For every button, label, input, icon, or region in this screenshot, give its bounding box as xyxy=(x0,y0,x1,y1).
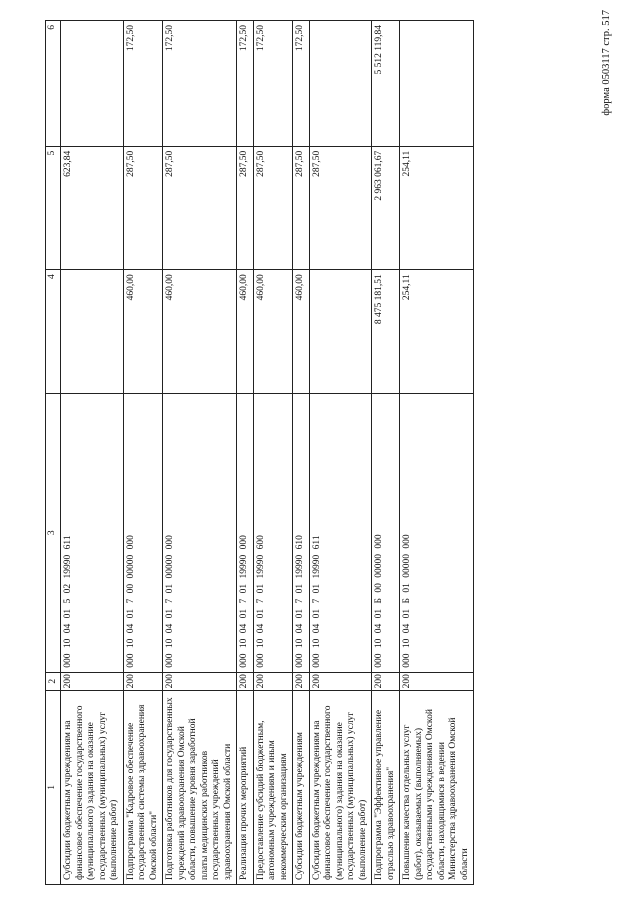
row-name-cell: Реализация прочих мероприятий xyxy=(237,690,254,884)
row-name-cell: Субсидии бюджетным учреждениям xyxy=(293,690,310,884)
row-approved-cell: 8 475 181,51 xyxy=(372,270,400,394)
row-approved-cell: 460,00 xyxy=(253,270,293,394)
row-line-code-cell: 200 xyxy=(400,672,474,690)
row-approved-cell: 460,00 xyxy=(123,270,163,394)
column-header-4: 4 xyxy=(46,270,61,394)
table-row xyxy=(123,21,163,885)
row-executed-cell: 287,50 xyxy=(309,146,372,270)
row-executed-cell: 287,50 xyxy=(163,146,237,270)
table-row xyxy=(61,21,124,885)
row-executed-cell: 287,50 xyxy=(237,146,254,270)
row-classification-code-cell: 000 10 04 01 7 01 00000 000 xyxy=(163,393,237,672)
row-line-code-cell: 200 xyxy=(61,672,124,690)
row-approved-cell: 254,11 xyxy=(400,270,474,394)
column-header-6: 6 xyxy=(46,21,61,147)
row-unexecuted-cell xyxy=(400,21,474,147)
row-line-code-cell: 200 xyxy=(237,672,254,690)
row-executed-cell: 623,84 xyxy=(61,146,124,270)
row-name-cell: Субсидии бюджетным учреждениям на финансовое обеспечение государственного (муниципального) задания на оказание государственных (муниципальных) услуг (выполнение работ) xyxy=(309,690,372,884)
row-classification-code-cell: 000 10 04 01 Б 00 00000 000 xyxy=(372,393,400,672)
row-executed-cell: 287,50 xyxy=(123,146,163,270)
row-approved-cell xyxy=(61,270,124,394)
row-executed-cell: 287,50 xyxy=(253,146,293,270)
row-executed-cell: 287,50 xyxy=(293,146,310,270)
row-unexecuted-cell xyxy=(309,21,372,147)
row-name-cell: Предоставление субсидий бюджетным, автономным учреждениям и иным некоммерческим организациям xyxy=(253,690,293,884)
row-unexecuted-cell xyxy=(61,21,124,147)
row-classification-code-cell: 000 10 04 01 Б 01 00000 000 xyxy=(400,393,474,672)
row-name-cell: Подготовка работников для государственных учреждений здравоохранения Омской области, повышение уровня заработной платы медицинских работников государственных учреждений здравоохранения Омской области xyxy=(163,690,237,884)
row-name-cell: Субсидии бюджетным учреждениям на финансовое обеспечение государственного (муниципального) задания на оказание государственных (муниципальных) услуг (выполнение работ) xyxy=(61,690,124,884)
row-approved-cell: 460,00 xyxy=(293,270,310,394)
row-name-cell: Повышение качества отдельных услуг (работ), оказываемых (выполняемых) государственными учреждениями Омской области, находящимися в ведении Министерства здравоохранения Омской области xyxy=(400,690,474,884)
column-header-1: 1 xyxy=(46,690,61,884)
row-classification-code-cell: 000 10 04 01 7 01 19990 000 xyxy=(237,393,254,672)
row-line-code-cell: 200 xyxy=(163,672,237,690)
table-row xyxy=(253,21,293,885)
row-executed-cell: 2 963 061,67 xyxy=(372,146,400,270)
row-line-code-cell: 200 xyxy=(293,672,310,690)
report-table xyxy=(45,20,474,885)
column-number-row xyxy=(46,21,61,885)
row-approved-cell: 460,00 xyxy=(163,270,237,394)
form-label: форма 0503117 стр. 517 xyxy=(601,10,612,116)
row-unexecuted-cell: 172,50 xyxy=(123,21,163,147)
row-line-code-cell: 200 xyxy=(309,672,372,690)
table-row xyxy=(309,21,372,885)
table-row xyxy=(372,21,400,885)
table-row xyxy=(293,21,310,885)
row-classification-code-cell: 000 10 04 01 7 01 19990 610 xyxy=(293,393,310,672)
column-header-2: 2 xyxy=(46,672,61,690)
column-header-5: 5 xyxy=(46,146,61,270)
row-classification-code-cell: 000 10 04 01 7 01 19990 611 xyxy=(309,393,372,672)
row-approved-cell: 460,00 xyxy=(237,270,254,394)
row-line-code-cell: 200 xyxy=(372,672,400,690)
row-executed-cell: 254,11 xyxy=(400,146,474,270)
table-row xyxy=(400,21,474,885)
table-row xyxy=(163,21,237,885)
row-name-cell: Подпрограмма "Эффективное управление отраслью здравоохранения" xyxy=(372,690,400,884)
row-classification-code-cell: 000 10 04 01 7 00 00000 000 xyxy=(123,393,163,672)
row-unexecuted-cell: 172,50 xyxy=(253,21,293,147)
row-classification-code-cell: 000 10 04 01 7 01 19990 600 xyxy=(253,393,293,672)
row-unexecuted-cell: 5 512 119,84 xyxy=(372,21,400,147)
row-name-cell: Подпрограмма "Кадровое обеспечение государственной системы здравоохранения Омской области" xyxy=(123,690,163,884)
row-unexecuted-cell: 172,50 xyxy=(237,21,254,147)
row-line-code-cell: 200 xyxy=(123,672,163,690)
row-classification-code-cell: 000 10 04 01 5 02 19990 611 xyxy=(61,393,124,672)
row-unexecuted-cell: 172,50 xyxy=(293,21,310,147)
table-row xyxy=(237,21,254,885)
column-header-3: 3 xyxy=(46,393,61,672)
row-line-code-cell: 200 xyxy=(253,672,293,690)
row-approved-cell xyxy=(309,270,372,394)
row-unexecuted-cell: 172,50 xyxy=(163,21,237,147)
